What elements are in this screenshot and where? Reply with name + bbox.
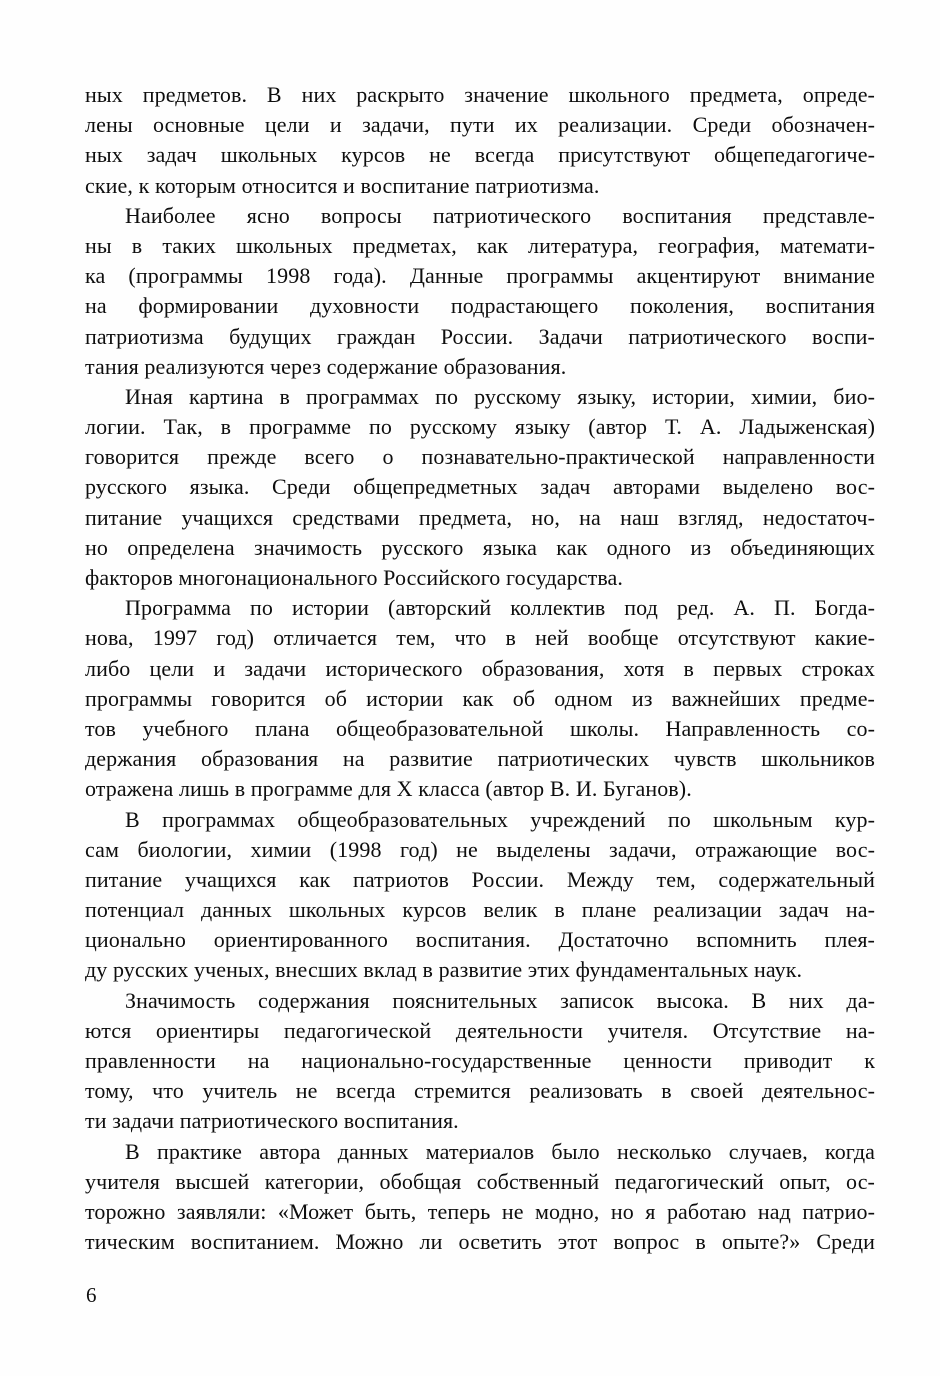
text-line: отражена лишь в программе для X класса (автор В. И. Буганов). — [85, 776, 692, 802]
paragraph — [85, 805, 875, 986]
text-line: ка (программы 1998 года). Данные программы акцентируют внимание — [85, 263, 875, 289]
paragraph — [85, 593, 875, 804]
text-line: ных предметов. В них раскрыто значение школьного предмета, опреде- — [85, 82, 875, 107]
paragraph — [85, 80, 875, 201]
text-line: ются ориентиры педагогической деятельности учителя. Отсутствие на- — [85, 1017, 875, 1043]
text-line: ны в таких школьных предметах, как литература, география, математи- — [85, 232, 875, 258]
text-line: ционально ориентированного воспитания. Достаточно вспомнить плея- — [85, 927, 875, 953]
text-line: на формировании духовности подрастающего поколения, воспитания — [85, 293, 875, 319]
text-line: патриотизма будущих граждан России. Задачи патриотического воспи- — [85, 323, 875, 349]
text-line: ские, к которым относится и воспитание патриотизма. — [85, 172, 600, 198]
page-number: 6 — [86, 1283, 97, 1307]
text-line: питание учащихся средствами предмета, но, на наш взгляд, недостаточ- — [85, 504, 875, 530]
paragraph — [85, 201, 875, 382]
text-line: лены основные цели и задачи, пути их реализации. Среди обозначен- — [85, 112, 875, 138]
text-line: программы говорится об истории как об одном из важнейших предме- — [85, 685, 875, 711]
text-line: Наиболее ясно вопросы патриотического воспитания представле- — [125, 202, 875, 228]
text-line: но определена значимость русского языка как одного из объединяющих — [85, 534, 875, 560]
paragraph — [85, 986, 875, 1137]
text-line: правленности на национально-государственные ценности приводит к — [85, 1048, 875, 1073]
text-line: ду русских ученых, внесших вклад в развитие этих фундаментальных наук. — [85, 957, 803, 983]
text-line: В программах общеобразовательных учреждений по школьным кур- — [125, 806, 875, 832]
text-line: В практике автора данных материалов было несколько случаев, когда — [125, 1138, 875, 1164]
text-line: либо цели и задачи исторического образования, хотя в первых строках — [85, 655, 875, 681]
text-line: ти задачи патриотического воспитания. — [85, 1108, 459, 1134]
text-line: русского языка. Среди общепредметных задач авторами выделено вос- — [85, 474, 875, 500]
text-line: логии. Так, в программе по русскому языку (автор Т. А. Ладыженская) — [85, 414, 875, 440]
text-line: учителя высшей категории, обобщая собственный педагогический опыт, ос- — [85, 1168, 875, 1194]
text-line: сам биологии, химии (1998 год) не выделены задачи, отражающие вос- — [85, 836, 875, 862]
text-line: факторов многонационального Российского государства. — [85, 565, 624, 590]
text-line: держания образования на развитие патриотических чувств школьников — [85, 746, 875, 772]
paragraph — [85, 1137, 875, 1258]
body-text — [85, 80, 875, 1257]
text-line: нова, 1997 год) отличается тем, что в ней вообще отсутствуют какие- — [85, 625, 875, 651]
text-line: тому, что учитель не всегда стремится реализовать в своей деятельнос- — [85, 1078, 875, 1104]
paragraph — [85, 382, 875, 593]
text-line: Программа по истории (авторский коллектив под ред. А. П. Богда- — [125, 595, 875, 621]
text-line: тическим воспитанием. Можно ли осветить этот вопрос в опыте?» Среди — [85, 1229, 875, 1255]
text-line: тов учебного плана общеобразовательной школы. Направленность со- — [85, 715, 875, 741]
text-line: торожно заявляли: «Может быть, теперь не модно, но я работаю над патрио- — [85, 1198, 875, 1224]
text-line: потенциал данных школьных курсов велик в плане реализации задач на- — [85, 897, 875, 923]
text-line: Иная картина в программах по русскому языку, истории, химии, био- — [125, 383, 875, 409]
text-line: тания реализуются через содержание образования. — [85, 353, 567, 379]
text-line: ных задач школьных курсов не всегда присутствуют общепедагогиче- — [85, 142, 875, 168]
text-line: говорится прежде всего о познавательно-практической направленности — [85, 444, 875, 470]
text-line: Значимость содержания пояснительных записок высока. В них да- — [125, 987, 875, 1013]
text-line: питание учащихся как патриотов России. Между тем, содержательный — [85, 866, 875, 892]
